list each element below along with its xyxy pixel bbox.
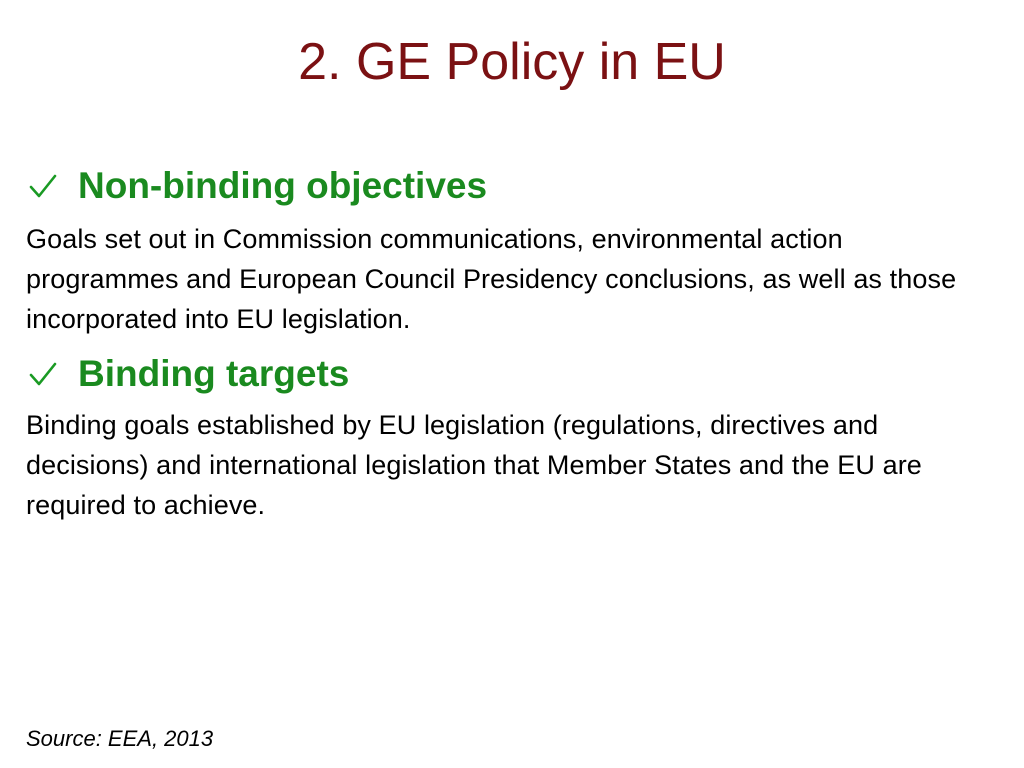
bullet-row	[26, 155, 998, 217]
section-description: Goals set out in Commission communications, environmental action programmes and European Council Presidency conclusions, as well as those incorporated into EU legislation.	[26, 224, 957, 334]
section-binding	[26, 343, 998, 525]
slide-title: 2. GE Policy in EU	[298, 33, 726, 91]
section-heading: Non-binding objectives	[78, 165, 488, 206]
bullet-row	[26, 343, 998, 405]
section-description: Binding goals established by EU legislation (regulations, directives and decisions) and international legislation that Member States and the EU are required to achieve.	[26, 410, 922, 520]
checkmark-icon	[26, 360, 78, 388]
slide-content	[26, 155, 998, 525]
section-heading: Binding targets	[78, 353, 350, 394]
section-non-binding	[26, 155, 998, 339]
source-citation: Source: EEA, 2013	[26, 726, 214, 751]
checkmark-icon	[26, 172, 78, 200]
